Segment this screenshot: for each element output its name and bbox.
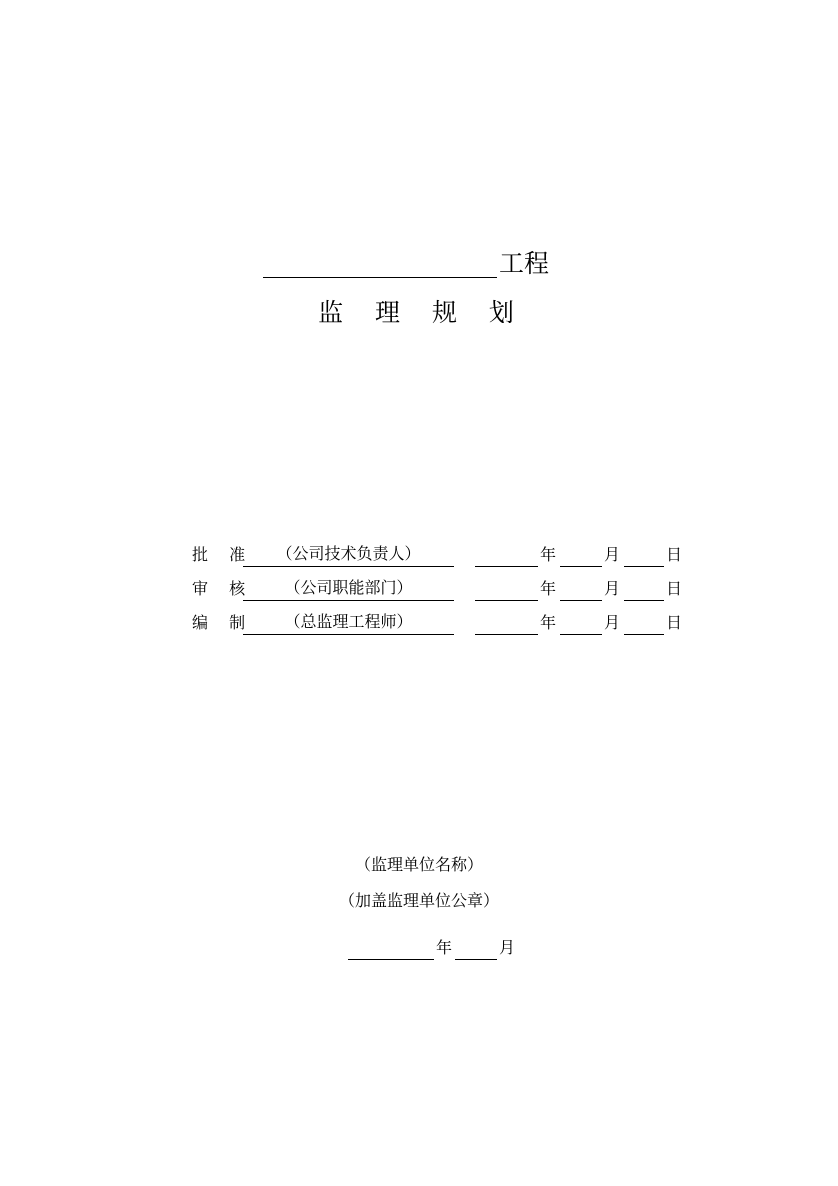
month-label: 月 bbox=[604, 545, 621, 564]
day-label: 日 bbox=[666, 579, 683, 598]
project-name-blank bbox=[263, 277, 497, 278]
year-label: 年 bbox=[540, 545, 557, 564]
year-label: 年 bbox=[540, 579, 557, 598]
day-blank bbox=[624, 578, 664, 601]
day-blank bbox=[624, 544, 664, 567]
day-label: 日 bbox=[666, 545, 683, 564]
seal-note: （加盖监理单位公章） bbox=[338, 891, 499, 910]
signature-row-review bbox=[192, 578, 692, 600]
day-label: 日 bbox=[666, 613, 683, 632]
signature-role: 编 制 bbox=[192, 613, 254, 632]
month-blank bbox=[560, 578, 602, 601]
signer-field: （总监理工程师） bbox=[243, 612, 454, 635]
year-label: 年 bbox=[436, 938, 453, 957]
project-suffix: 工程 bbox=[499, 249, 550, 278]
project-title-line bbox=[263, 248, 553, 284]
month-blank bbox=[560, 544, 602, 567]
signer-field: （公司技术负责人） bbox=[243, 544, 454, 567]
month-label: 月 bbox=[604, 613, 621, 632]
year-blank bbox=[475, 544, 538, 567]
signature-role: 审 核 bbox=[192, 579, 254, 598]
day-blank bbox=[624, 612, 664, 635]
month-label: 月 bbox=[604, 579, 621, 598]
signature-row-approve bbox=[192, 544, 692, 566]
year-label: 年 bbox=[540, 613, 557, 632]
document-title: 监 理 规 划 bbox=[318, 298, 526, 327]
signature-row-compile bbox=[192, 612, 692, 634]
supervision-unit-name: （监理单位名称） bbox=[354, 855, 483, 874]
month-label: 月 bbox=[499, 938, 516, 957]
year-blank bbox=[348, 937, 434, 960]
signature-role: 批 准 bbox=[192, 545, 254, 564]
month-blank bbox=[455, 937, 497, 960]
year-blank bbox=[475, 578, 538, 601]
signer-field: （公司职能部门） bbox=[243, 578, 454, 601]
year-blank bbox=[475, 612, 538, 635]
footer-date-line bbox=[348, 937, 528, 959]
month-blank bbox=[560, 612, 602, 635]
